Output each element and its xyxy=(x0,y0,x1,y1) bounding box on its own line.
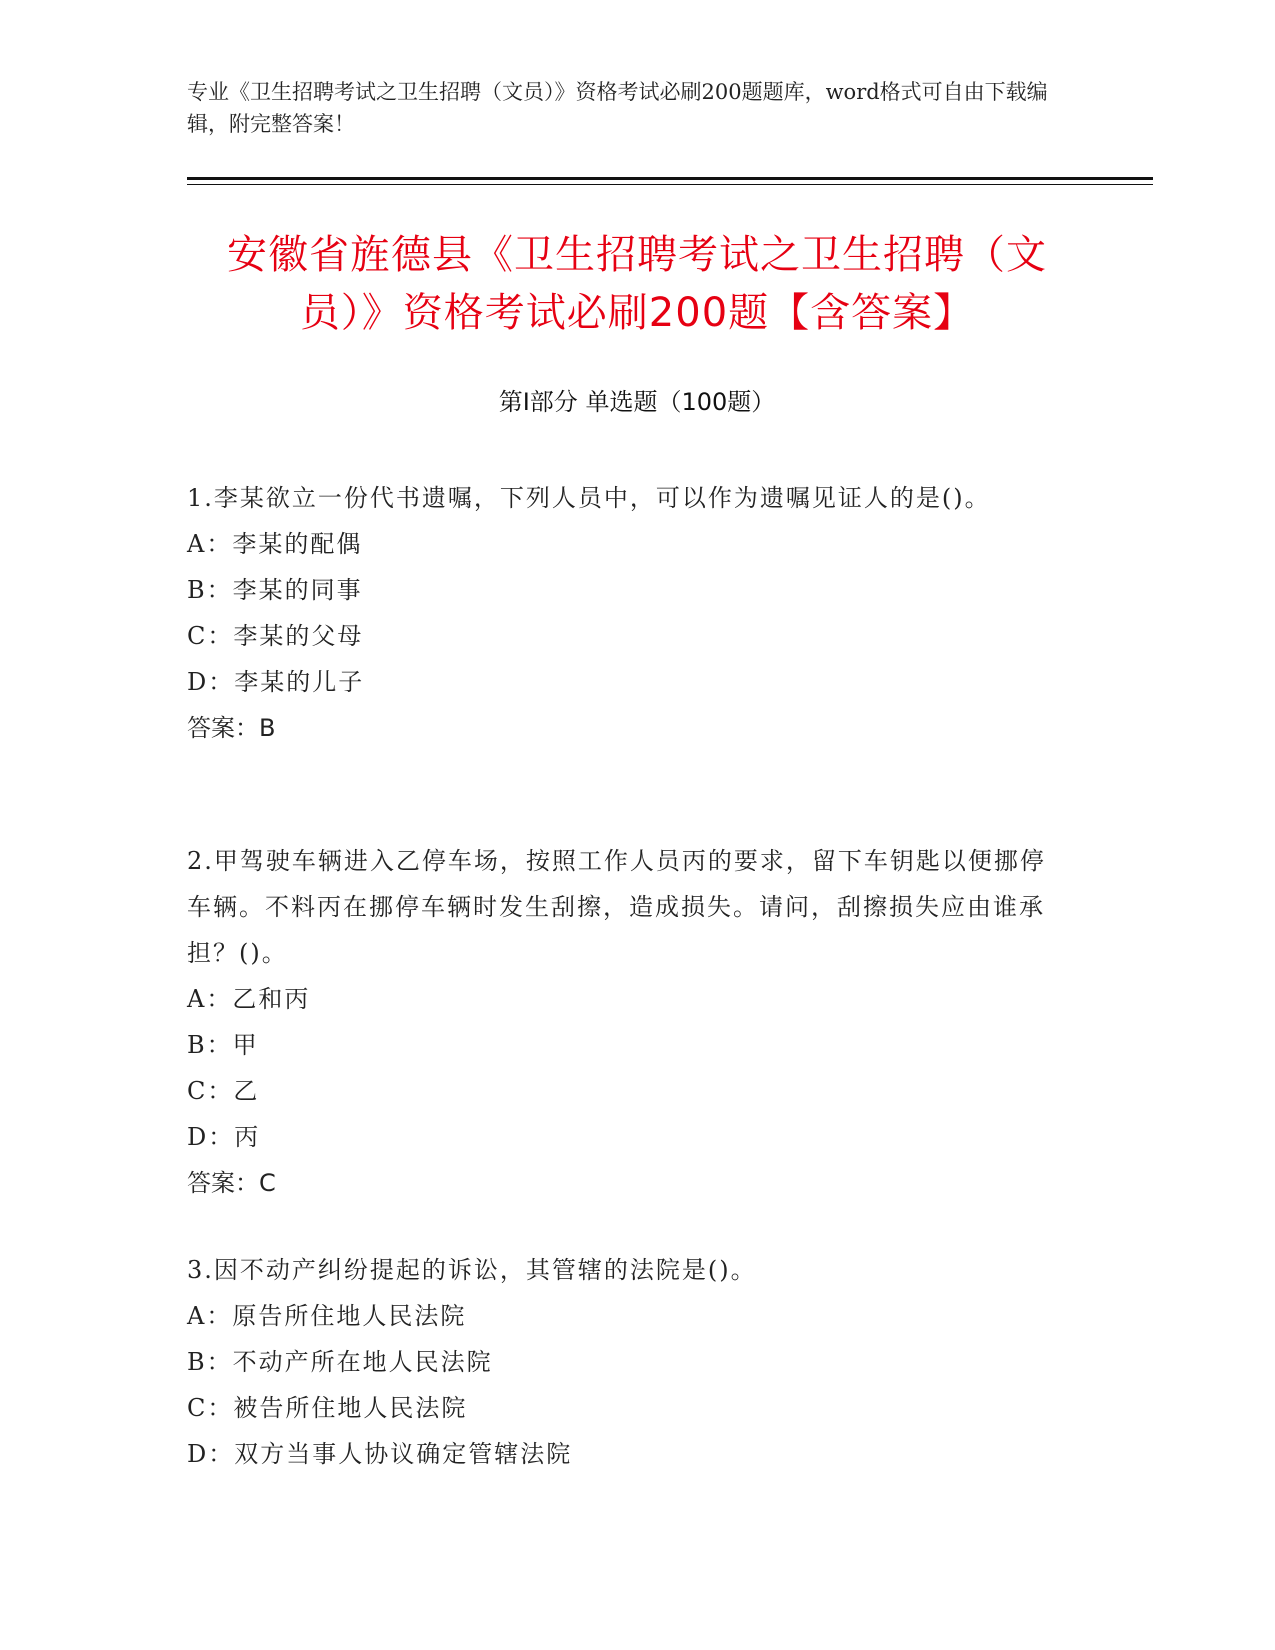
header-divider-thick xyxy=(187,177,1153,180)
header-divider-thin xyxy=(187,184,1153,185)
option-c: C：乙 xyxy=(187,1077,260,1105)
answer: 答案：B xyxy=(187,714,276,742)
header-note: 专业《卫生招聘考试之卫生招聘（文员）》资格考试必刷200题题库，word格式可自由下载编辑，附完整答案！ xyxy=(187,80,1048,136)
option-b: B：甲 xyxy=(187,1031,259,1059)
option-c: C：被告所住地人民法院 xyxy=(187,1394,468,1422)
option-c: C：李某的父母 xyxy=(187,622,364,650)
document-title: 安徽省旌德县《卫生招聘考试之卫生招聘（文员）》资格考试必刷200题【含答案】 xyxy=(227,232,1047,336)
option-d: D：双方当事人协议确定管辖法院 xyxy=(187,1440,573,1468)
question-stem: 1.李某欲立一份代书遗嘱，下列人员中，可以作为遗嘱见证人的是()。 xyxy=(187,484,991,512)
question-stem: 3.因不动产纠纷提起的诉讼，其管辖的法院是()。 xyxy=(187,1256,757,1284)
option-b: B：不动产所在地人民法院 xyxy=(187,1348,493,1376)
option-a: A：原告所住地人民法院 xyxy=(187,1302,467,1330)
question-1 xyxy=(187,475,1067,751)
option-b: B：李某的同事 xyxy=(187,576,363,604)
option-d: D：李某的儿子 xyxy=(187,668,365,696)
option-a: A：乙和丙 xyxy=(187,985,311,1013)
question-2 xyxy=(187,838,1067,1206)
question-3 xyxy=(187,1247,1067,1477)
question-stem: 2.甲驾驶车辆进入乙停车场，按照工作人员丙的要求，留下车钥匙以便挪停车辆。不料丙在挪停车辆时发生刮擦，造成损失。请问，刮擦损失应由谁承担？()。 xyxy=(187,847,1046,967)
option-a: A：李某的配偶 xyxy=(187,530,363,558)
answer: 答案：C xyxy=(187,1169,276,1197)
option-d: D：丙 xyxy=(187,1123,261,1151)
section-title: 第Ⅰ部分 单选题（100题） xyxy=(498,388,776,416)
